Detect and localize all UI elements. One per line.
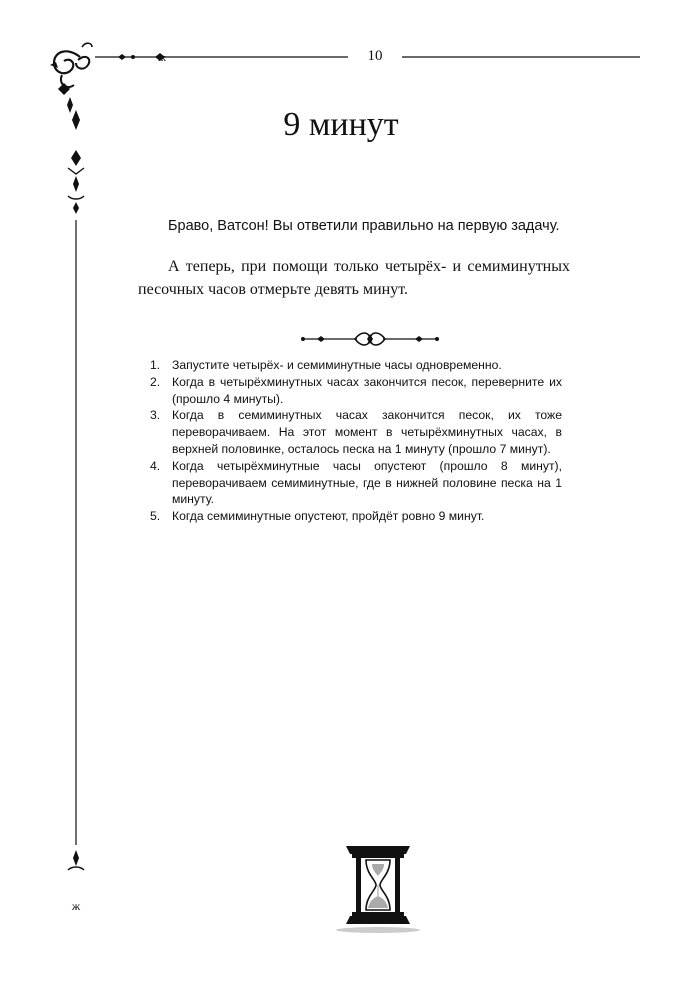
hourglass-icon [330, 840, 430, 935]
left-border-ornament [58, 110, 98, 910]
corner-flourish-icon [40, 35, 110, 115]
list-item: 4. Когда четырёхминутные часы опустеют (прошло 8 минут), переворачиваем семиминутные, где в нижней половине песка на 1 минуту. [150, 458, 562, 507]
solution-list [150, 357, 562, 525]
list-item: 1. Запустите четырёх- и семиминутные часы одновременно. [150, 358, 502, 372]
list-item: 3. Когда в семиминутных часах закончится песок, их тоже переворачиваем. На этот момент в четырёхминутных часах, в верхней половинке, осталось песка на 1 минуту (прошло 7 минут). [150, 408, 562, 456]
list-item: 2. Когда в четырёхминутных часах закончится песок, переверните их (прошло 4 минуты). [150, 374, 562, 406]
list-item: 5. Когда семиминутные опустеют, пройдёт ровно 9 минут. [150, 509, 485, 524]
task-text: А теперь, при помощи только четырёх- и семиминутных песочных часов отмерьте девять минут. [138, 258, 570, 298]
intro-text: Браво, Ватсон! Вы ответили правильно на первую задачу. [168, 218, 560, 234]
page-title: 9 минут [283, 106, 399, 143]
svg-text:ж: ж [71, 899, 81, 910]
svg-text:ж: ж [158, 52, 166, 64]
ornament-divider-icon [295, 329, 445, 349]
page-number: 10 [367, 48, 383, 64]
